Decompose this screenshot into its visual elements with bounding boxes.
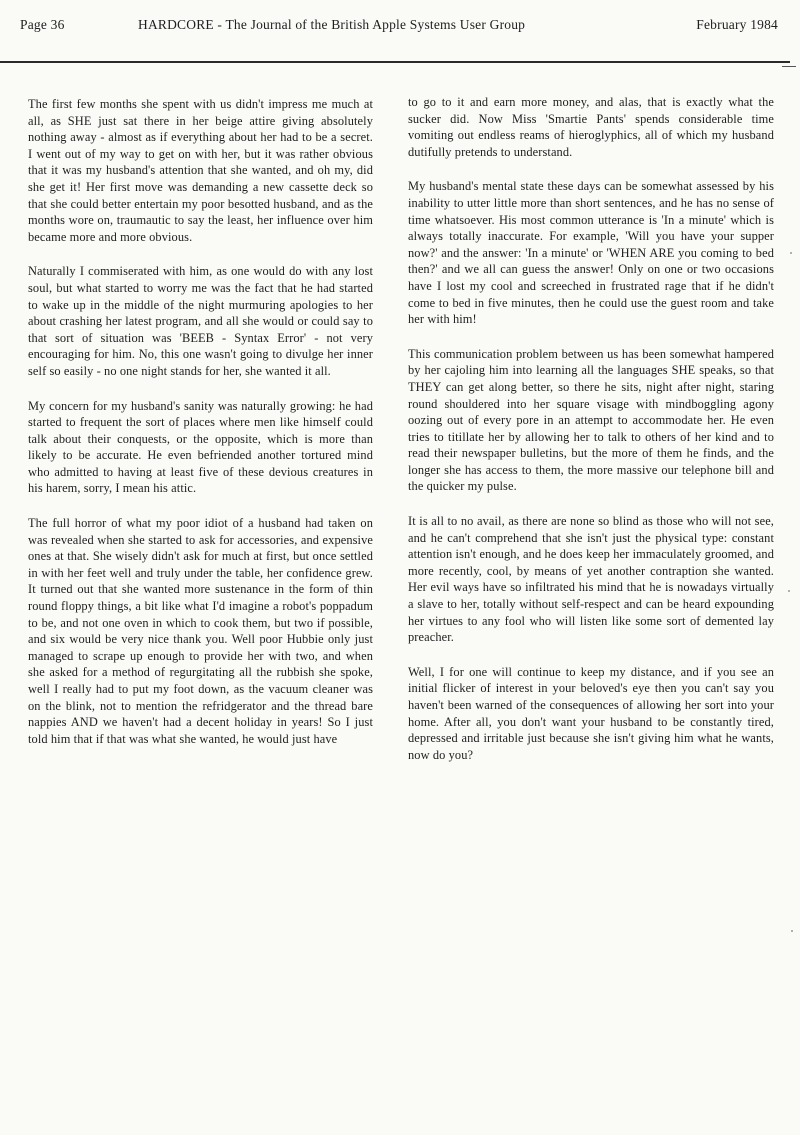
issue-date: February 1984	[696, 17, 778, 32]
paragraph: It is all to no avail, as there are none so blind as those who will not see, and he can't comprehend that she isn't just the physical type: constant attention isn't enough, and he does keep her immaculately groomed, and more recently, cool, by means of yet another contraption she wanted. Her evil ways have so infiltrated his mind that he is nowadays virtually a slave to her, totally without self-respect and can be heard expounding her virtues to any fool who will listen like some sort of demented lay preacher.	[408, 514, 774, 645]
paragraph: to go to it and earn more money, and alas, that is exactly what the sucker did. Now Miss 'Smartie Pants' spends considerable time vomiting out endless reams of hieroglyphics, all of which my husband dutifully pretends to understand.	[408, 95, 774, 159]
scan-speck	[788, 590, 790, 592]
page-header	[20, 14, 778, 36]
paragraph: This communication problem between us has been somewhat hampered by her cajoling him into learning all the languages SHE speaks, so that THEY can get along better, so there he sits, night after night, staring round shouldered into her square visage with mindboggling agony oozing out of every pore in an attempt to accommodate her. He even tries to titillate her by allowing her to talk to others of her kind and to read their newspaper bulletins, but the more of them he finds, and the longer she has access to them, the more massive our telephone bill and the quicker my pulse.	[408, 346, 774, 494]
left-column	[28, 96, 373, 765]
paragraph: Naturally I commiserated with him, as one would do with any lost soul, but what started to worry me was the fact that he had started to wake up in the middle of the night murmuring apologies to her about crashing her latest program, and all she would or could say to that sort of situation was 'BEEB - Syntax Error' - not very encouraging for him. No, this one wasn't going to divulge her inner self so easily - no one night stands for her, she wanted it all.	[28, 264, 373, 378]
scan-speck	[791, 930, 793, 932]
right-column	[408, 94, 774, 781]
paragraph: Well, I for one will continue to keep my distance, and if you see an initial flicker of interest in your beloved's eye then you can't say you haven't been warned of the consequences of allowing her sort into your home. After all, you don't want your husband to be constantly tired, depressed and irritable just because she isn't giving him what he wants, now do you?	[408, 664, 774, 762]
paragraph: My husband's mental state these days can be somewhat assessed by his inability to utter little more than short sentences, and he has no sense of time whatsoever. His most common utterance is 'In a minute' which is always totally inaccurate. For example, 'Will you have your supper now?' and the answer: 'In a minute' or 'WHEN ARE you coming to bed then?' and we all can guess the answer! Only on one or two occasions have I lost my cool and screeched in frustrated rage that if he didn't come to bed in five minutes, then he could use the guest room and take her with him!	[408, 179, 774, 327]
paragraph: The first few months she spent with us didn't impress me much at all, as SHE just sat there in her beige attire giving absolutely nothing away - almost as if everything about her had to be a secret. I went out of my way to get on with her, but it was rather obvious that it was my husband's attention that she wanted, and oh my, did she get it! Her first move was demanding a new cassette deck so that she could better entertain my poor besotted husband, and as the months wore on, traumautic to say the least, her influence over him became more and more obvious.	[28, 97, 373, 244]
page-number: Page 36	[20, 17, 65, 32]
journal-title: HARDCORE - The Journal of the British Apple Systems User Group	[138, 17, 526, 32]
rule-tick-mark	[782, 66, 796, 67]
header-rule	[0, 61, 790, 63]
paragraph: The full horror of what my poor idiot of a husband had taken on was revealed when she started to ask for accessories, and expensive ones at that. She wisely didn't ask for much at first, but once settled in with her feet well and truly under the table, her confidence grew. It turned out that she wanted more sustenance in the form of thin round floppy things, a bit like what I'd imagine a robot's poppadum to be, and not one oven in which to cook them, but two if possible, and six would be very nice thank you. Well poor Hubbie only just managed to scrape up enough to provide her with two, and when she asked for a method of regurgitating all the rubbish she spoke, well I really had to put my foot down, as the vacuum cleaner was on the blink, not to mention the refridgerator and the thread bare nappies AND we haven't had a decent holiday in years! So I just told him that if that was what she wanted, he would just have	[28, 516, 373, 746]
paragraph: My concern for my husband's sanity was naturally growing: he had started to frequent the sort of places where men like himself could talk about their conquests, or the opposite, which is more than likely to be accurate. He even befriended another tortured mind who admitted to having at least five of these devious creatures in his harem, sorry, I mean his attic.	[28, 398, 373, 496]
scan-speck	[790, 252, 792, 254]
